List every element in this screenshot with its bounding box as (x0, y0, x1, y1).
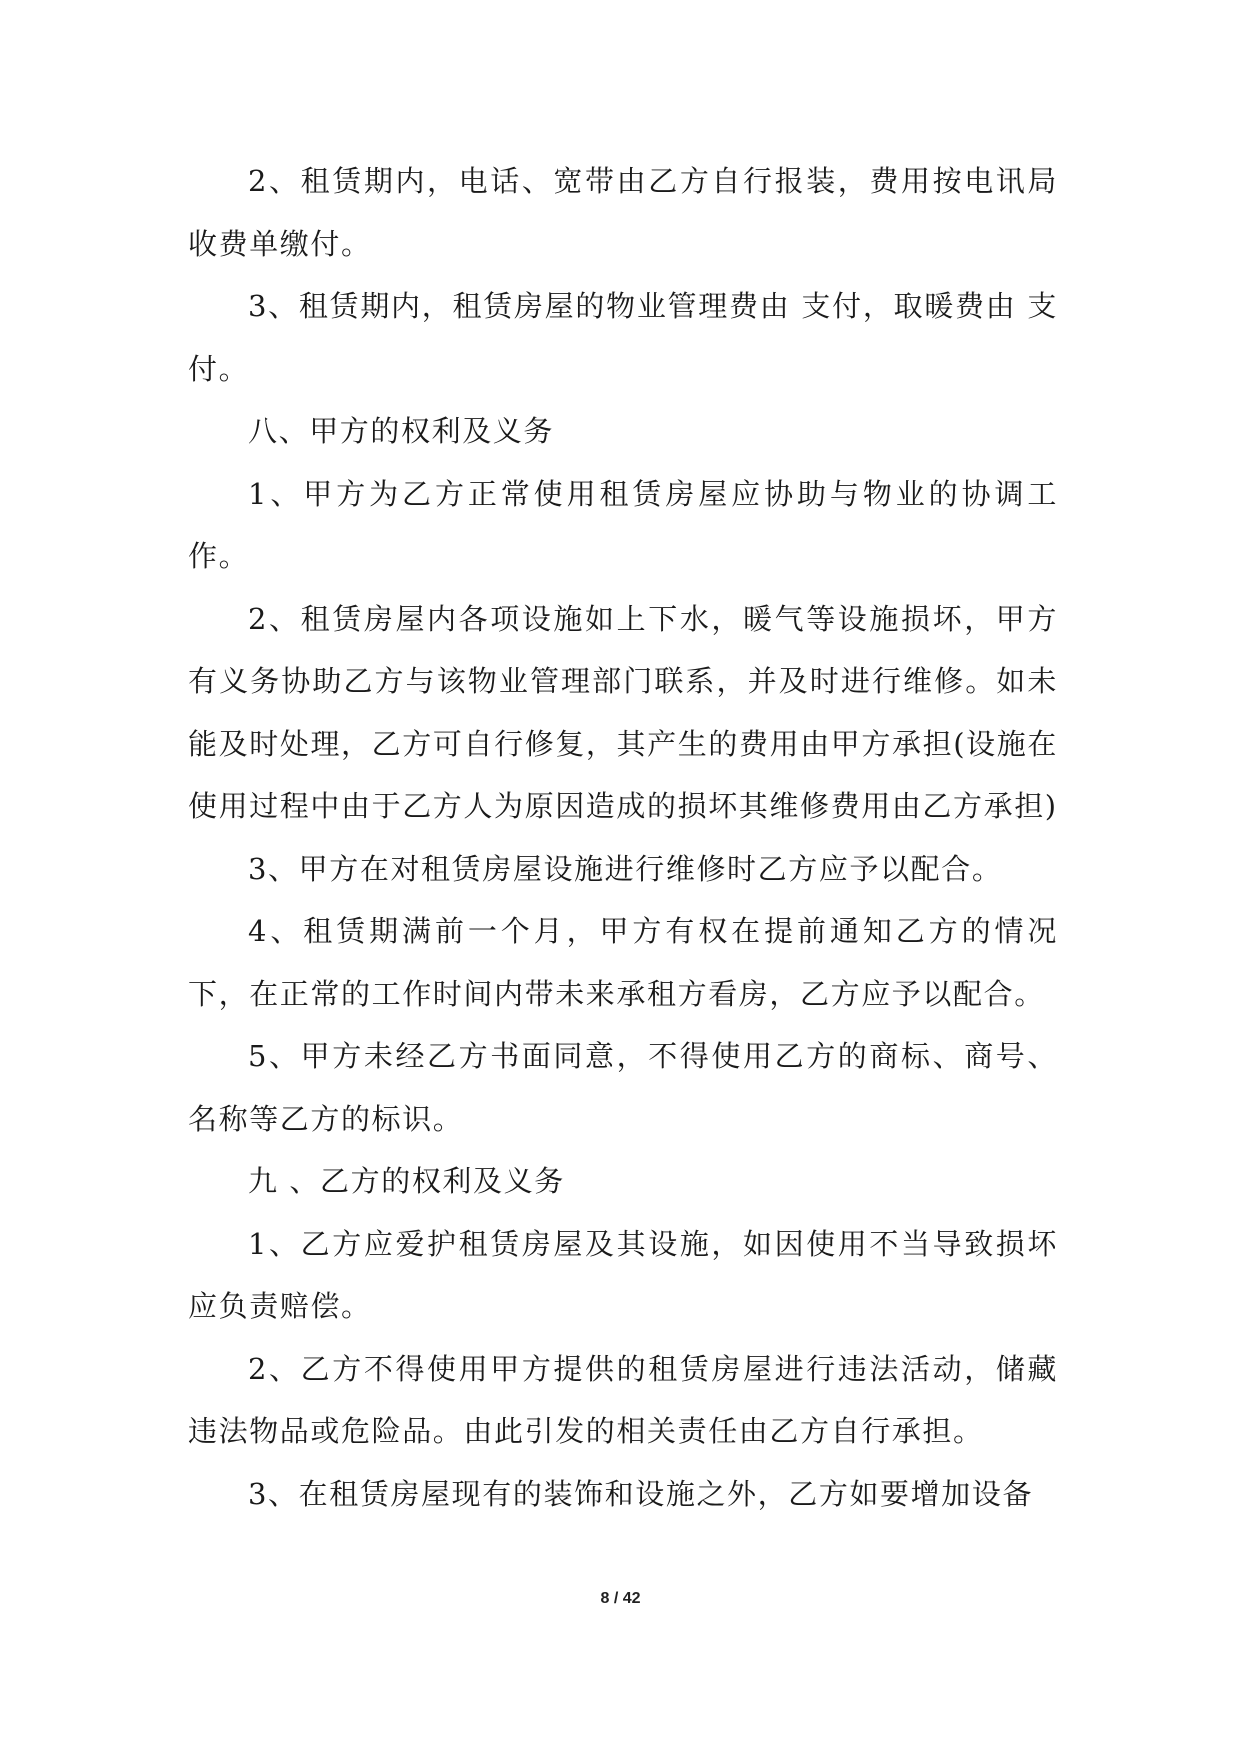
paragraph: 5、甲方未经乙方书面同意，不得使用乙方的商标、商号、名称等乙方的标识。 (188, 1039, 1058, 1136)
paragraph: 2、租赁房屋内各项设施如上下水，暖气等设施损坏，甲方有义务协助乙方与该物业管理部门联系，并及时进行维修。如未能及时处理，乙方可自行修复，其产生的费用由甲方承担(设施在使用过程中由于乙方人为原因造成的损坏其维修费用由乙方承担) (188, 601, 1058, 823)
paragraph: 4、租赁期满前一个月，甲方有权在提前通知乙方的情况下，在正常的工作时间内带未来承租方看房，乙方应予以配合。 (188, 914, 1058, 1011)
page-number: 8 / 42 (600, 1590, 641, 1607)
document-body (188, 150, 1058, 1525)
paragraph: 3、在租赁房屋现有的装饰和设施之外，乙方如要增加设备 (248, 1476, 1034, 1511)
paragraph: 2、乙方不得使用甲方提供的租赁房屋进行违法活动，储藏违法物品或危险品。由此引发的相关责任由乙方自行承担。 (188, 1351, 1058, 1448)
section-heading: 九 、乙方的权利及义务 (248, 1164, 565, 1198)
paragraph: 3、租赁期内，租赁房屋的物业管理费由 支付，取暖费由 支付。 (188, 289, 1058, 386)
paragraph: 1、甲方为乙方正常使用租赁房屋应协助与物业的协调工作。 (188, 476, 1058, 573)
paragraph: 2、租赁期内，电话、宽带由乙方自行报装，费用按电讯局收费单缴付。 (188, 164, 1058, 261)
section-heading: 八、甲方的权利及义务 (248, 414, 555, 448)
paragraph: 1、乙方应爱护租赁房屋及其设施，如因使用不当导致损坏应负责赔偿。 (188, 1226, 1058, 1323)
paragraph: 3、甲方在对租赁房屋设施进行维修时乙方应予以配合。 (248, 851, 1003, 886)
